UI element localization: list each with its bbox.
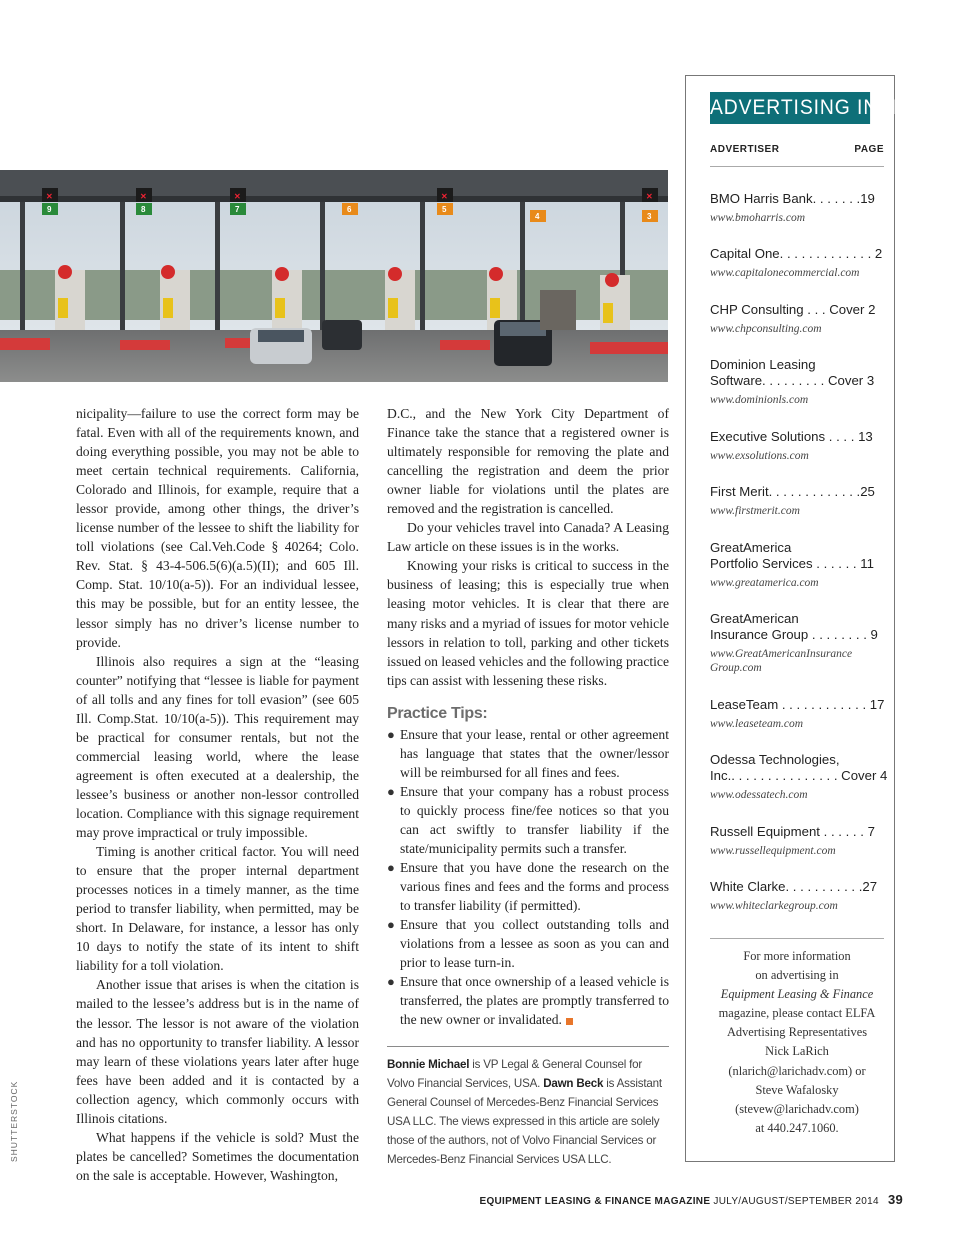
svg-text:8: 8 (141, 205, 146, 214)
bullet-icon: ● (387, 860, 395, 876)
bullet-icon: ● (387, 974, 395, 990)
svg-text:6: 6 (347, 205, 352, 214)
list-item: ● Ensure that your company has a robust process to quickly process fine/fee notices so that you can act swiftly to transfer liability if the state/municipality permits such a transfer. (387, 783, 669, 857)
author-bio-text: Bonnie Michael is VP Legal & General Counsel for Volvo Financial Services, USA. Dawn Beck is Assistant General Counsel of Mercedes-Benz Financial Services USA LLC. The views expressed in this article are solely those of the authors, not of Volvo Financial Services or Mercedes-Benz Financial Services USA LLC. (387, 1057, 662, 1166)
practice-tips-list (387, 725, 669, 1030)
sidebar-title: ADVERTISING INDEX (710, 92, 870, 124)
index-header (710, 144, 884, 155)
index-entry: First Merit. . . . . . . . . . . . .25 www.firstmerit.com (710, 484, 884, 518)
index-entry: White Clarke. . . . . . . . . . .27 www.whiteclarkegroup.com (710, 879, 884, 913)
author-bio (387, 1046, 669, 1169)
article-column-2 (387, 404, 669, 1169)
list-item: ● Ensure that you collect outstanding tolls and violations from a lessee as soon as you can and prior to lease turn-in. (387, 917, 669, 971)
advertiser-url: www.capitalonecommercial.com (710, 267, 860, 279)
index-entry: GreatAmerica Portfolio Services . . . . . . 11 www.greatamerica.com (710, 540, 884, 590)
photo-credit: SHUTTERSTOCK (9, 1080, 19, 1162)
issue-date: JULY/AUGUST/SEPTEMBER 2014 (713, 1196, 879, 1207)
article-column-1 (76, 404, 359, 1185)
practice-tips-heading: Practice Tips: (387, 704, 488, 722)
advertiser-column-header: ADVERTISER (710, 144, 780, 155)
index-entry: Capital One. . . . . . . . . . . . . 2 www.capitalonecommercial.com (710, 246, 883, 279)
list-item: ● Ensure that once ownership of a leased vehicle is transferred, the plates are promptly transferred to the new owner or invalidated. (387, 974, 669, 1028)
page-number: 39 (887, 1192, 903, 1207)
paragraph: Illinois also requires a sign at the “leasing counter” notifying that “lessee is liable for payment of all tolls and any fines for toll evasion” (see 605 Ill. Comp.Stat. 10/10(a-5)). This requirement may be practical for consumer rentals, but not the commercial leasing world, where the lease agreement is often executed at a dealership, the lessee’s business or another non-lessor controlled location. Compliance with this signage requirement may prove impractical or truly impossible. (76, 653, 359, 841)
advertiser-url: www.leaseteam.com (710, 718, 804, 730)
svg-text:✕: ✕ (46, 192, 53, 201)
magazine-name: EQUIPMENT LEASING & FINANCE MAGAZINE (479, 1196, 711, 1207)
advertiser-url: www.dominionls.com (710, 394, 809, 406)
bullet-icon: ● (387, 726, 395, 742)
index-entry: CHP Consulting . . . Cover 2 www.chpconsulting.com (710, 302, 884, 336)
svg-text:9: 9 (47, 205, 52, 214)
divider (710, 938, 884, 939)
index-entry: Odessa Technologies, Inc.. . . . . . . . . . . . . . . Cover 4 www.odessatech.com (710, 752, 888, 801)
list-item: ● Ensure that you have done the research on the various fines and fees and the forms and process to transfer liability (if permitted). (387, 860, 669, 914)
paragraph: Timing is another critical factor. You will need to ensure that the proper internal department processes notices in a timely manner, as the time period to transfer liability, when permitted, may be short. In Delaware, for instance, a lessor has only 10 days to notify the state of its intent to shift liability for a toll violation. (76, 844, 359, 974)
end-of-article-icon (566, 1018, 573, 1025)
svg-text:✕: ✕ (234, 192, 241, 201)
paragraph: nicipality—failure to use the correct form may be fatal. Even with all of the requirements known, and doing everything possible, you may not be able to meet certain technical requirements. California, Colorado and Illinois, for example, require that a lessor provide, among other things, the driver’s license number of the lessee to shift the liability for toll violations (see Cal.Veh.Code § 40264; Colo. Rev. Stat. § 43-4-506.5(6)(a.5)(II); and 605 Ill. Comp. Stat. 10/10(a-5)). For an individual lessee, this may be possible, but for an entity lessee, the lessor simply has no driver’s license number to provide. (76, 406, 359, 650)
advertising-index-sidebar (685, 75, 921, 1162)
paragraph: Another issue that arises is when the citation is mailed to the lessee’s address but is in the name of the lessor. The lessor is not aware of the violation and has no opportunity to transfer liability. A lessor may learn of these violations years later after huge fees have been added and it is contacted by a collection agency, which commonly occurs with Illinois citations. (76, 977, 359, 1126)
advertiser-url: www.whiteclarkegroup.com (710, 900, 838, 912)
index-entry: Russell Equipment . . . . . . 7 www.russellequipment.com (710, 824, 884, 858)
page-column-header: PAGE (854, 144, 884, 155)
svg-text:5: 5 (442, 205, 447, 214)
advertiser-url: www.GreatAmericanInsurance Group.com (710, 648, 853, 674)
paragraph: Do your vehicles travel into Canada? A Leasing Law article on these issues is in the works. (387, 520, 669, 555)
advertiser-url: www.russellequipment.com (710, 845, 836, 857)
paragraph: D.C., and the New York City Department of Finance take the stance that a registered owner is ultimately responsible for removing the plate and cancelling the registration and deem the prior owner liable for violations until the plates are removed and the registration is cancelled. (387, 406, 669, 517)
svg-text:4: 4 (535, 212, 540, 221)
svg-text:✕: ✕ (646, 192, 653, 201)
bullet-icon: ● (387, 783, 395, 799)
svg-text:✕: ✕ (140, 192, 147, 201)
svg-text:3: 3 (647, 212, 652, 221)
index-entry: Dominion Leasing Software. . . . . . . . . Cover 3 www.dominionls.com (710, 357, 884, 407)
advertiser-url: www.odessatech.com (710, 789, 808, 801)
svg-text:7: 7 (235, 205, 240, 214)
svg-text:✕: ✕ (441, 192, 448, 201)
bullet-icon: ● (387, 917, 395, 933)
advertiser-url: www.greatamerica.com (710, 577, 819, 589)
advertising-contact-info: For more information on advertising in Equipment Leasing & Finance magazine, please contact ELFA Advertising Representatives Nick LaRich (nlarich@larichadv.com) or Steve Wafalosky (stevew@larichadv.com) at 440.247.1060. (718, 949, 876, 1135)
list-item: ● Ensure that your lease, rental or other agreement has language that states that the owner/lessor will be reimbursed for all fines and fees. (387, 726, 669, 780)
divider (686, 75, 894, 76)
index-entry: LeaseTeam . . . . . . . . . . . . 17 www.leaseteam.com (710, 697, 885, 730)
paragraph: Knowing your risks is critical to success in the business of leasing; this is especially true when leasing motor vehicles. It is clear that there are many risks and a myriad of issues for motor vehicle lessors in relation to toll, parking and other tickets issued on leased vehicles and the following practice tips can assist with lessening these risks. (387, 558, 670, 688)
index-entry: GreatAmerican Insurance Group . . . . . . . . 9 www.GreatAmericanInsurance Group.com (710, 611, 884, 675)
advertiser-url: www.bmoharris.com (710, 212, 805, 224)
toll-plaza-photo (0, 170, 668, 382)
paragraph: What happens if the vehicle is sold? Must the plates be cancelled? Sometimes the documentation on the sale is acceptable. However, Washington, (76, 1129, 359, 1183)
index-entry: BMO Harris Bank. . . . . . .19 www.bmoharris.com (710, 191, 884, 225)
index-entry: Executive Solutions . . . . 13 www.exsolutions.com (710, 429, 884, 463)
page-footer (479, 1192, 903, 1207)
divider (710, 166, 884, 167)
advertiser-url: www.exsolutions.com (710, 450, 809, 462)
advertiser-url: www.firstmerit.com (710, 505, 800, 517)
advertiser-url: www.chpconsulting.com (710, 323, 822, 335)
